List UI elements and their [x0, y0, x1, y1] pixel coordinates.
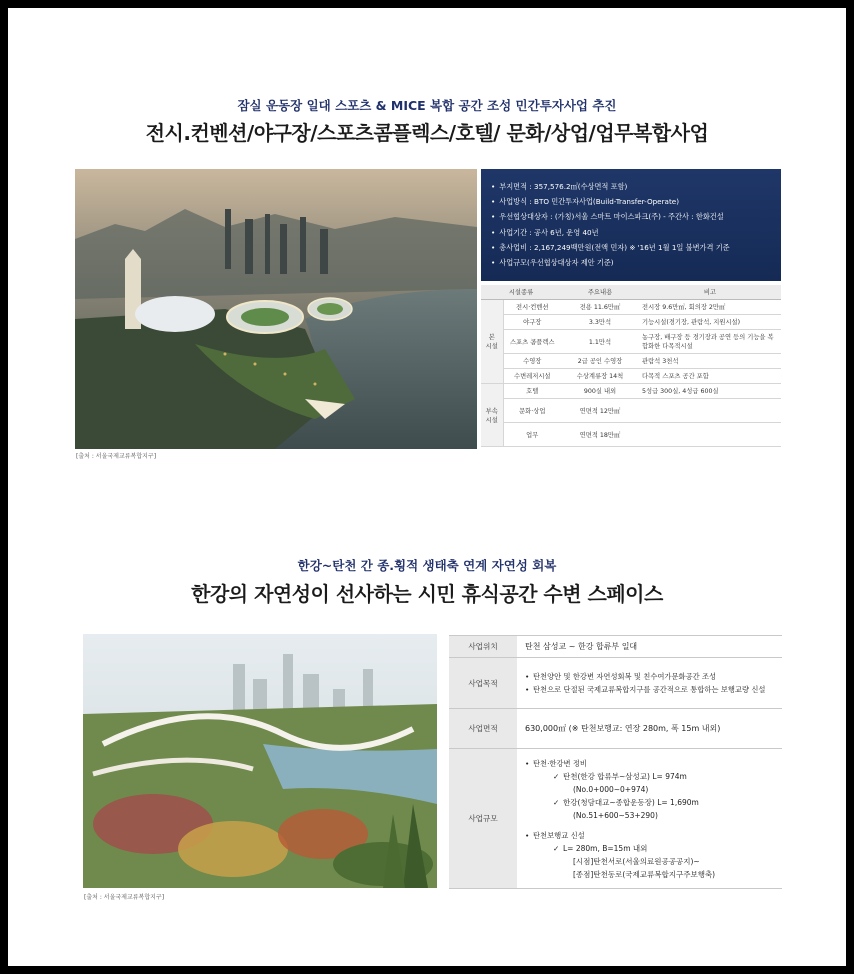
spacer: [525, 822, 774, 829]
table-row: [481, 398, 781, 422]
cell-note: 다목적 스포츠 공간 포함: [639, 368, 781, 383]
value-area: 630,000㎡ (※ 탄천보행교: 연장 280m, 폭 15m 내외): [517, 709, 782, 749]
table-row: [481, 314, 781, 329]
page: [8, 8, 846, 966]
cell-note: [639, 422, 781, 446]
info-scale: • 사업규모(우선협상대상자 제안 기준): [491, 255, 771, 270]
group-main-facility: 본 시설: [481, 299, 503, 383]
cell-content: 연면적 18만㎡: [561, 422, 639, 446]
label-purpose: 사업목적: [449, 658, 517, 709]
label-scale: 사업규모: [449, 749, 517, 889]
cell-facility: 스포츠 콤플렉스: [503, 329, 561, 353]
cell-facility: 야구장: [503, 314, 561, 329]
cell-note: 농구장, 배구장 등 경기장과 공연 등의 기능을 복합화한 다목적시설: [639, 329, 781, 353]
info-bidder: • 우선협상대상자 : (가칭)서울 스마트 마이스파크(주) - 주간사 : 한화건설: [491, 209, 771, 224]
table-row: [481, 368, 781, 383]
table-row: [481, 299, 781, 314]
cell-content: 수상계류장 14척: [561, 368, 639, 383]
value-scale: [517, 749, 782, 889]
riverside-park-rendering-image: [83, 634, 437, 888]
value-purpose: [517, 658, 782, 709]
cell-content: 연면적 12만㎡: [561, 398, 639, 422]
scale-heading: • 탄천·한강변 정비: [525, 757, 774, 770]
scale-heading: • 탄천보행교 신설: [525, 829, 774, 842]
col-content: 주요내용: [561, 285, 639, 299]
cell-facility: 수영장: [503, 353, 561, 368]
scale-detail: [종점]탄천동로(국제교류복합지구주보행축): [573, 869, 716, 879]
cell-facility: 호텔: [503, 383, 561, 398]
project-overview-table: [449, 635, 782, 889]
cell-content: 2급 공인 수영장: [561, 353, 639, 368]
cell-facility: 문화·상업: [503, 398, 561, 422]
table-row: [449, 658, 782, 709]
cell-facility: 수변레저시설: [503, 368, 561, 383]
stadium-rendering-image: [75, 169, 477, 449]
table-row: [449, 749, 782, 889]
label-area: 사업면적: [449, 709, 517, 749]
scale-check-item: ✓ 한강(청담대교~종합운동장) L= 1,690m: [525, 796, 774, 809]
table-row: [481, 383, 781, 398]
info-period: • 사업기간 : 공사 6년, 운영 40년: [491, 225, 771, 240]
facility-table-header: [481, 285, 781, 299]
project-info-panel: [481, 169, 781, 281]
table-row: [481, 329, 781, 353]
table-row: [449, 636, 782, 658]
cell-note: [639, 398, 781, 422]
purpose-item: • 탄천으로 단절된 국제교류복합지구를 공간적으로 통합하는 보행교량 신설: [525, 683, 774, 696]
scale-check-item: ✓ L= 280m, B=15m 내외: [525, 842, 774, 855]
section1-subtitle: 잠실 운동장 일대 스포츠 & MICE 복합 공간 조성 민간투자사업 추진: [237, 98, 617, 113]
label-location: 사업위치: [449, 636, 517, 658]
cell-note: 전시장 9.6만㎡, 회의장 2만㎡: [639, 299, 781, 314]
info-cost: • 총사업비 : 2,167,249백만원(전액 민자) ※ '16년 1월 1일 불변가격 기준: [491, 240, 771, 255]
col-note: 비고: [639, 285, 781, 299]
scale-check-item: ✓ 탄천(한강 합류부~삼성교) L= 974m: [525, 770, 774, 783]
cell-content: 3.3만석: [561, 314, 639, 329]
purpose-item: • 탄천양안 및 한강변 자연성회복 및 친수여가문화공간 조성: [525, 670, 774, 683]
table-row: [481, 422, 781, 446]
cell-facility: 전시·컨벤션: [503, 299, 561, 314]
section1-credit: [출처 : 서울국제교류복합지구]: [76, 453, 157, 460]
section2-credit: [출처 : 서울국제교류복합지구]: [84, 894, 165, 901]
scale-detail: (No.51+600~53+290): [573, 810, 658, 820]
cell-content: 1.1만석: [561, 329, 639, 353]
section2-title: 한강의 자연성이 선사하는 시민 휴식공간 수변 스페이스: [191, 582, 663, 606]
cell-note: 관람석 3천석: [639, 353, 781, 368]
table-row: [449, 709, 782, 749]
cell-facility: 업무: [503, 422, 561, 446]
cell-note: 기능시설(경기장, 관람석, 지원시설): [639, 314, 781, 329]
col-facility: 시설종류: [481, 285, 561, 299]
section2-subtitle: 한강~탄천 간 종.횡적 생태축 연계 자연성 회복: [297, 558, 557, 573]
section1-title: 전시.컨벤션/야구장/스포츠콤플렉스/호텔/ 문화/상업/업무복합사업: [145, 121, 709, 145]
cell-content: 전용 11.6만㎡: [561, 299, 639, 314]
scale-detail: [시점]탄천서로(서울의료원공공공지)~: [573, 856, 700, 866]
group-sub-facility: 부속 시설: [481, 383, 503, 446]
facility-table: [481, 285, 781, 447]
scale-detail: (No.0+000~0+974): [573, 784, 649, 794]
cell-content: 900실 내외: [561, 383, 639, 398]
value-location: 탄천 삼성교 ~ 한강 합류부 일대: [517, 636, 782, 658]
info-method: • 사업방식 : BTO 민간투자사업(Build-Transfer-Operate): [491, 194, 771, 209]
info-site-area: • 부지면적 : 357,576.2㎡(수상면적 포함): [491, 179, 771, 194]
table-row: [481, 353, 781, 368]
cell-note: 5성급 300실, 4성급 600실: [639, 383, 781, 398]
